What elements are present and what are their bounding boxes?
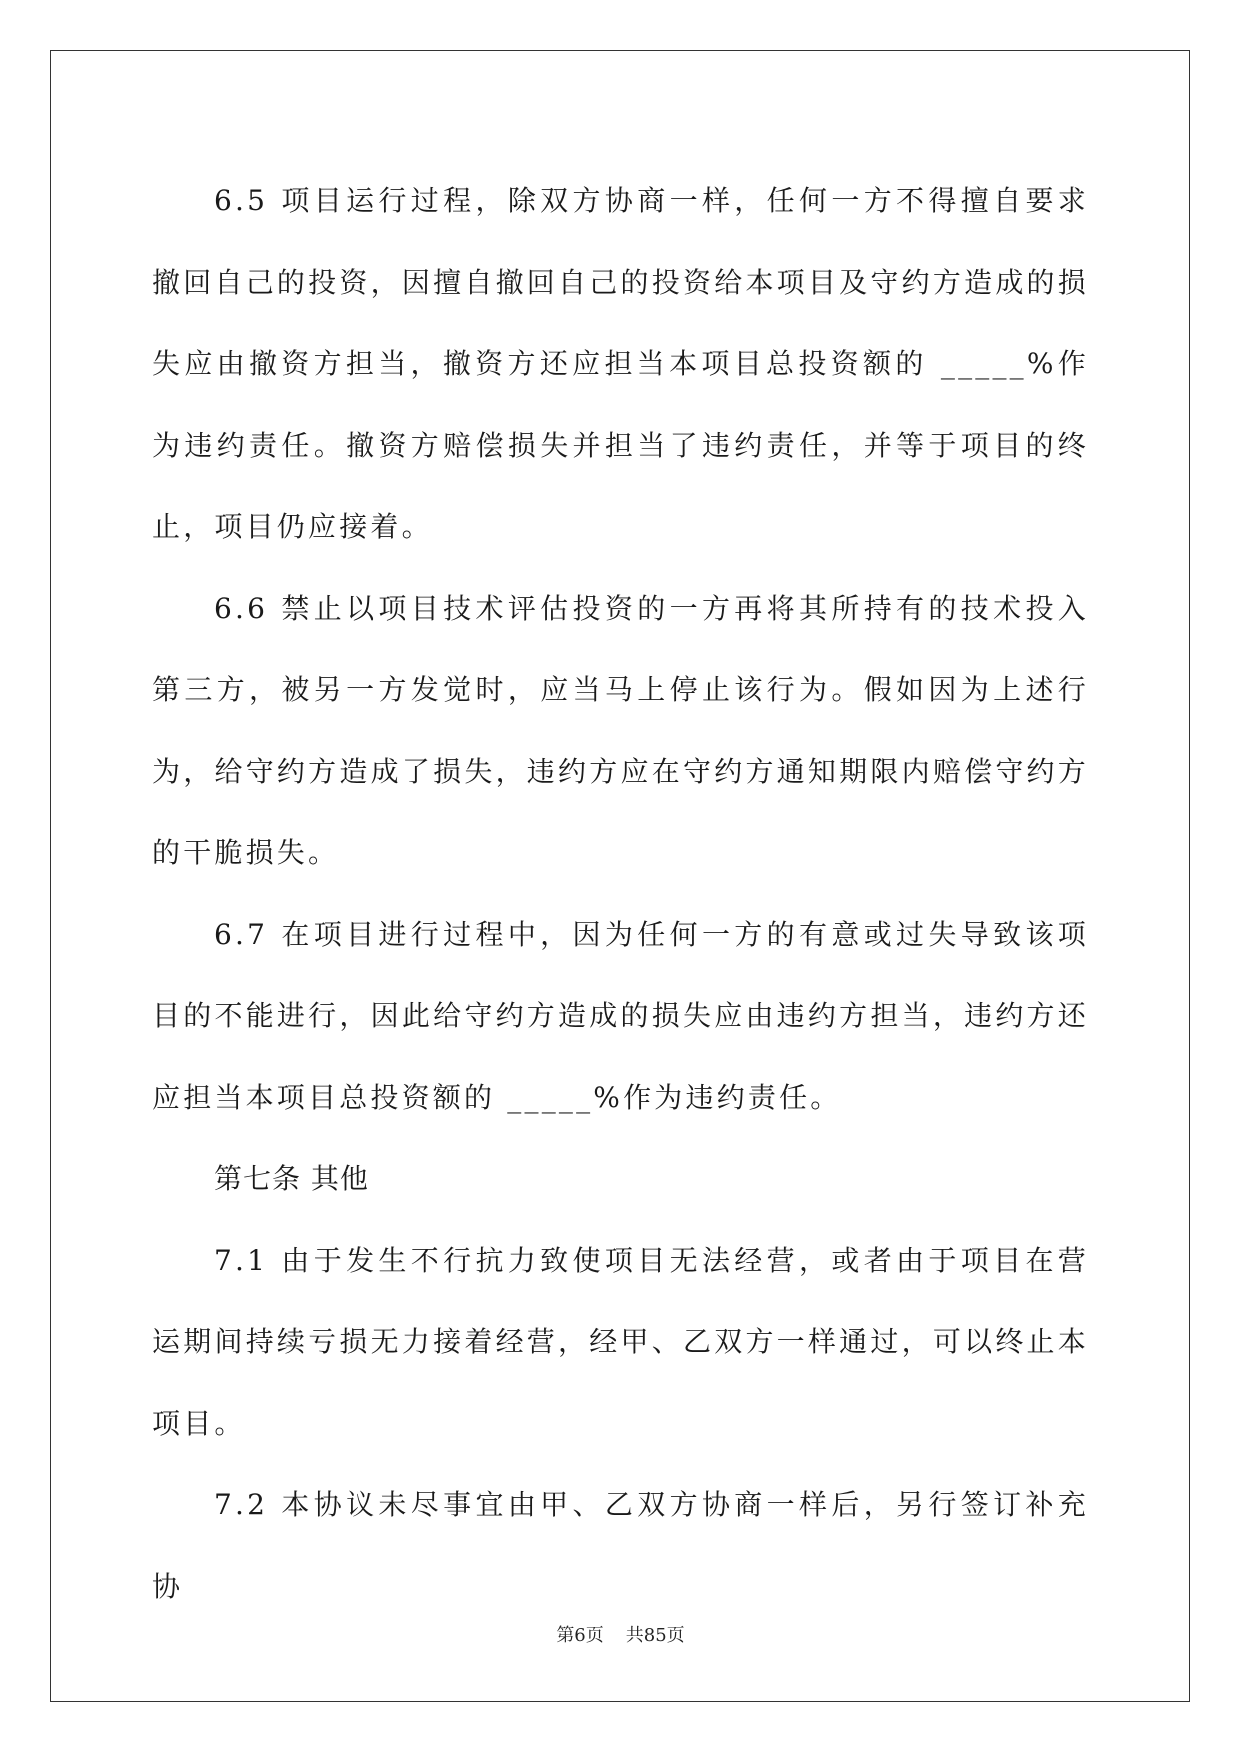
document-body [152, 160, 1089, 1627]
page-footer [0, 1624, 1241, 1648]
clause-6-5: 6.5 项目运行过程，除双方协商一样，任何一方不得擅自要求撤回自己的投资，因擅自撤回自己的投资给本项目及守约方造成的损失应由撤资方担当，撤资方还应担当本项目总投资额的 _____%作为违约责任。撤资方赔偿损失并担当了违约责任，并等于项目的终止，项目仍应接着。 [152, 184, 1089, 543]
clause-6-7: 6.7 在项目进行过程中，因为任何一方的有意或过失导致该项目的不能进行，因此给守约方造成的损失应由违约方担当，违约方还应担当本项目总投资额的 _____%作为违约责任。 [152, 917, 1089, 1114]
clause-6-6: 6.6 禁止以项目技术评估投资的一方再将其所持有的技术投入第三方，被另一方发觉时，应当马上停止该行为。假如因为上述行为，给守约方造成了损失，违约方应在守约方通知期限内赔偿守约方的干脆损失。 [152, 591, 1089, 869]
section-7-heading: 第七条 其他 [214, 1162, 369, 1195]
clause-7-1: 7.1 由于发生不行抗力致使项目无法经营，或者由于项目在营运期间持续亏损无力接着经营，经甲、乙双方一样通过，可以终止本项目。 [152, 1243, 1089, 1440]
page-total: 共85页 [625, 1625, 685, 1646]
clause-7-2: 7.2 本协议未尽事宜由甲、乙双方协商一样后，另行签订补充协 [152, 1488, 1089, 1603]
page-number: 第6页 [556, 1625, 604, 1646]
